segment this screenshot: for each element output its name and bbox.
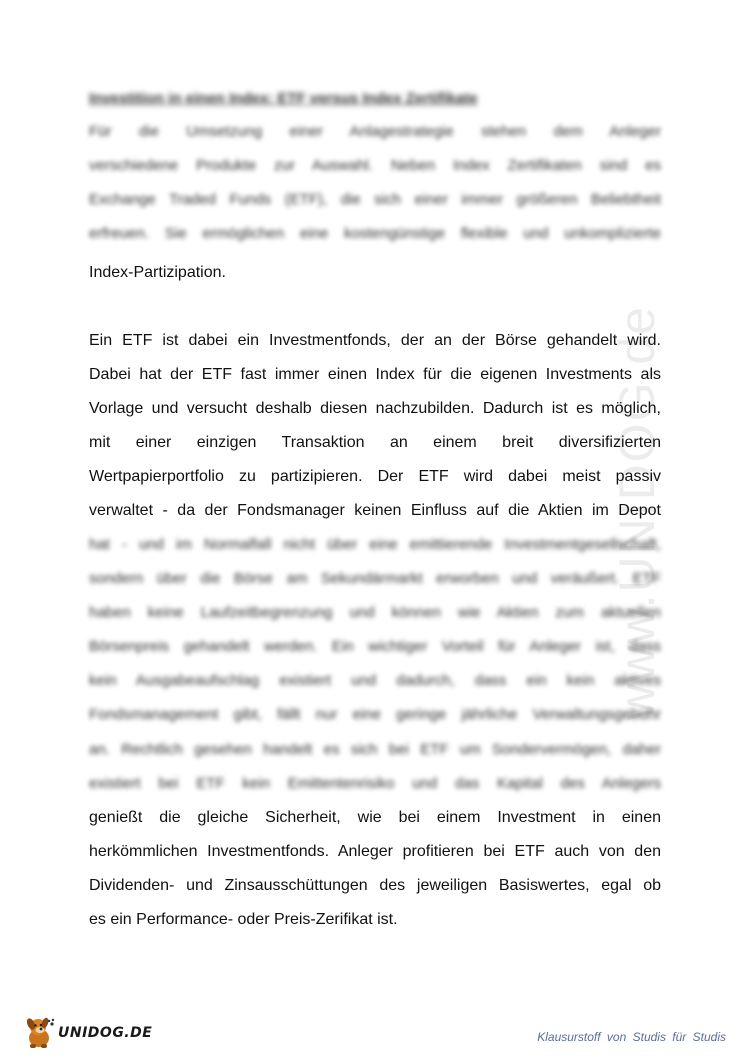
text-line: hat - und im Normalfall nicht über eine emittierende Investmentgesellschaft, [89, 536, 661, 553]
watermark: www.UNIDOG.de [609, 305, 665, 720]
text-line: es ein Performance- oder Preis-Zerifikat ist. [89, 911, 398, 929]
text-line: Börsenpreis gehandelt werden. Ein wichtiger Vorteil für Anleger ist, dass [89, 638, 661, 656]
paragraph-2-blurred [89, 528, 661, 801]
text-line: mit einer einzigen Transaktion an einem breit diversifizierten [89, 434, 661, 452]
text-line: Fondsmanagement gibt, fällt nur eine geringe jährliche Verwaltungsgebühr [89, 706, 661, 724]
text-line: verschiedene Produkte zur Auswahl. Neben Index Zertifikaten sind es [89, 157, 661, 175]
paragraph-2-clear [89, 324, 661, 529]
paragraph-1-clear [89, 256, 661, 290]
text-line: kein Ausgabeaufschlag existiert und dadurch, dass ein kein aktives [89, 672, 661, 690]
document-title: Investition in einen Index: ETF versus Index Zertifikate [89, 90, 478, 107]
text-line: sondern über die Börse am Sekundärmarkt erworben und veräußert. ETF [89, 570, 661, 588]
text-line: Dabei hat der ETF fast immer einen Index für die eigenen Investments als [89, 366, 661, 384]
text-line: Dividenden- und Zinsausschüttungen des jeweiligen Basiswertes, egal ob [89, 877, 661, 895]
paragraph-1-blurred [89, 115, 661, 251]
unidog-logo [22, 1014, 162, 1050]
text-line: existiert bei ETF kein Emittentenrisiko und das Kapital des Anlegers [89, 774, 661, 792]
paragraph-2-end [89, 801, 661, 937]
text-line: Wertpapierportfolio zu partizipieren. Der ETF wird dabei meist passiv [89, 468, 661, 486]
logo-text: UNIDOG.DE [58, 1025, 153, 1041]
text-line: erfreuen. Sie ermöglichen eine kostengünstige flexible und unkomplizierte [89, 225, 661, 243]
text-line: Für die Umsetzung einer Anlagestrategie stehen dem Anleger [89, 123, 661, 140]
text-line: Exchange Traded Funds (ETF), die sich einer immer größeren Beliebtheit [89, 191, 661, 209]
text-line: Ein ETF ist dabei ein Investmentfonds, der an der Börse gehandelt wird. [89, 332, 661, 349]
text-line: Index-Partizipation. [89, 264, 226, 281]
text-line: genießt die gleiche Sicherheit, wie bei einem Investment in einen [89, 809, 661, 826]
text-line: haben keine Laufzeitbegrenzung und können wie Aktien zum aktuellen [89, 604, 661, 622]
dog-mascot-icon [22, 1014, 56, 1050]
text-line: herkömmlichen Investmentfonds. Anleger profitieren bei ETF auch von den [89, 843, 661, 861]
text-line: an. Rechtlich gesehen handelt es sich bei ETF um Sondervermögen, daher [89, 740, 661, 758]
text-line: Vorlage und versucht deshalb diesen nachzubilden. Dadurch ist es möglich, [89, 400, 661, 418]
footer-tagline: Klausurstoff von Studis für Studis [537, 1030, 726, 1044]
text-line: verwaltet - da der Fondsmanager keinen Einfluss auf die Aktien im Depot [89, 502, 661, 520]
